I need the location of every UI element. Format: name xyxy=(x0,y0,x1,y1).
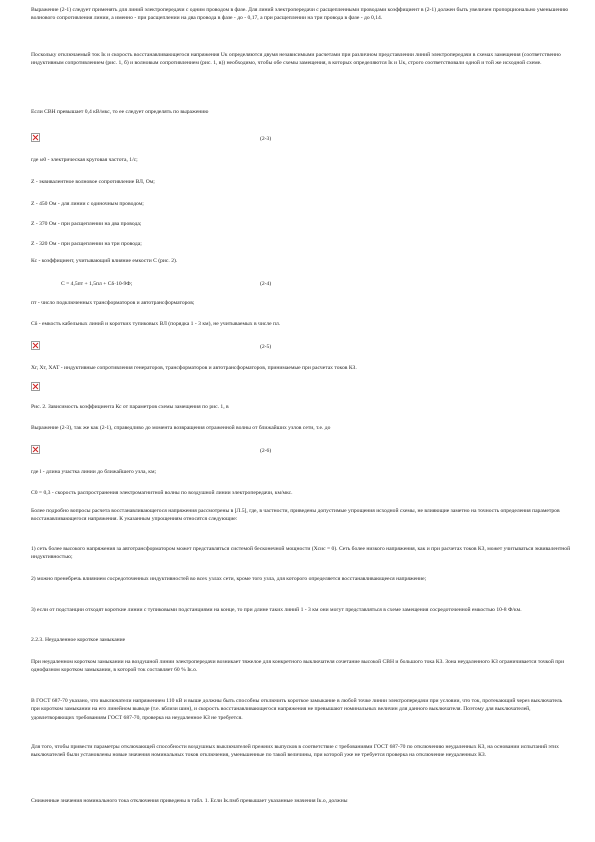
paragraph-24 xyxy=(31,743,571,760)
paragraph-text: Для того, чтобы привести параметры отключающей способности воздушных выключателей прежних выпусков в соответствие с требованиями ГОСТ 687-70 по отключению неудаленных КЗ, на основании испытаний этих выключателей были установлены новые значения номинальных токов отключения, уменьшенные по такой величины, при которой уже не требуется проверка на отключение неудаленных КЗ. xyxy=(31,744,559,759)
paragraph-20 xyxy=(31,606,571,614)
heading-text: 2.2.3. Неудаленное короткое замыкание xyxy=(31,637,126,643)
paragraph-9 xyxy=(31,257,571,265)
paragraph-text: где l - длина участка линии до ближайшего узла, км; xyxy=(31,469,157,475)
equation-2-5 xyxy=(31,341,571,353)
paragraph-text: Z - 450 Ом - для линии с одиночным проводом; xyxy=(31,201,144,207)
paragraph-4 xyxy=(31,156,571,164)
broken-image-icon[interactable] xyxy=(31,382,40,391)
paragraph-text: Хг, Хт, ХАТ - индуктивные сопротивления генераторов, трансформаторов и автотрансформаторов, принимаемые при расчетах токов КЗ. xyxy=(31,365,357,371)
equation-number: (2-5) xyxy=(260,344,272,350)
broken-image-icon[interactable] xyxy=(31,445,40,454)
equation-formula: С = 4,5пт + 1,5пл + Сδ·10-9Ф; xyxy=(61,281,133,287)
paragraph-text: 3) если от подстанции отходят короткие линии с тупиковыми подстанциями на конце, то при длине таких линий 1 - 3 км они могут представляться в схеме замещения сосредоточенной емкостью 10-8 Ф/км. xyxy=(31,607,522,613)
paragraph-6 xyxy=(31,200,571,208)
paragraph-18 xyxy=(31,545,571,562)
equation-2-3 xyxy=(31,133,571,145)
paragraph-1 xyxy=(31,6,571,23)
paragraph-8 xyxy=(31,240,571,248)
paragraph-text: Если СВН превышает 0,4 кВ/мкс, то ее следует определять по выражению xyxy=(31,109,209,115)
paragraph-2 xyxy=(31,51,571,68)
paragraph-text: Z - 370 Ом - при расщеплении на два провода; xyxy=(31,221,142,227)
paragraph-text: Z - эквивалентное волновое сопротивление ВЛ, Ом; xyxy=(31,179,155,185)
paragraph-10 xyxy=(31,299,571,307)
paragraph-text: Z - 320 Ом - при расщеплении на три провода; xyxy=(31,241,142,247)
section-heading xyxy=(31,636,571,644)
paragraph-7 xyxy=(31,220,571,228)
equation-2-4 xyxy=(31,278,571,290)
broken-image-icon[interactable] xyxy=(31,133,40,142)
paragraph-text: Выражение (2-1) следует применять для линий электропередачи с одним проводом в фазе. Для линий электропередачи с расщепленными проводами коэффициент в (2-1) должен быть увеличен пропорционально уменьшению волнового сопротивления линии, а именно - при расщеплении на два провода в фазе - до - 0,17, а при расщеплении на три провода в фазе - до 0,14. xyxy=(31,7,569,22)
paragraph-text: С0 = 0,3 - скорость распространения электромагнитной волны по воздушной линии электропередачи, км/мкс. xyxy=(31,490,293,496)
paragraph-text: При неудаленном коротком замыкании на воздушной линии электропередачи возникает тяжелое для конкретного выключателя сочетание высокой СВН и большого тока КЗ. Зона неудаленного КЗ ограничивается точкой при однофазном коротком замыкании, в которой ток составляет 60 % Iк.о. xyxy=(31,659,565,674)
caption-text: Рис. 2. Зависимость коэффициента Кс от параметров схемы замещения по рис. 1, в xyxy=(31,404,229,410)
paragraph-17 xyxy=(31,507,571,524)
paragraph-text: 1) сеть более высокого напряжения за автотрансформатором может представляться системой бесконечной мощности (Хсис = 0). Сеть более низкого напряжения, как и при расчетах токов КЗ, может учитываться эквивалентной индуктивностью; xyxy=(31,546,571,561)
paragraph-text: 2) можно пренебречь влиянием сосредоточенных индуктивностей во всех узлах сети, кроме того узла, для которого определяется восстанавливающееся напряжение; xyxy=(31,576,427,582)
equation-2-6 xyxy=(31,445,571,457)
paragraph-19 xyxy=(31,575,571,583)
equation-number: (2-4) xyxy=(260,281,272,287)
paragraph-23 xyxy=(31,697,571,722)
paragraph-14 xyxy=(31,424,571,432)
paragraph-3 xyxy=(31,108,571,116)
paragraph-25 xyxy=(31,797,571,805)
broken-image-icon[interactable] xyxy=(31,341,40,350)
paragraph-text: Кс - коэффициент, учитывающий влияние емкости С (рис. 2). xyxy=(31,258,178,264)
paragraph-text: Сниженные значения номинального тока отключения приведены в табл. 1. Если Iк.пмб превышает указанные значения Iк.о, должны xyxy=(31,798,348,804)
paragraph-22 xyxy=(31,658,571,675)
paragraph-12 xyxy=(31,364,571,372)
paragraph-text: Сδ - емкость кабельных линий и коротких тупиковых ВЛ (порядка 1 - 3 км), не учитываемых в числе пл. xyxy=(31,321,281,327)
paragraph-text: пт - число подключенных трансформаторов и автотрансформаторов; xyxy=(31,300,195,306)
paragraph-5 xyxy=(31,178,571,186)
equation-number: (2-3) xyxy=(260,136,272,142)
paragraph-text: Более подробно вопросы расчета восстанавливающегося напряжения рассмотрены в [Л.5], где, в частности, приведены допустимые упрощения исходной схемы, не влияющие заметно на точность определения параметров восстанавливающегося напряжения. К указанным упрощениям относятся следующие: xyxy=(31,508,560,523)
figure-2-image xyxy=(31,382,571,394)
paragraph-11 xyxy=(31,320,571,328)
paragraph-16 xyxy=(31,489,571,497)
paragraph-text: где ω0 - электрическая круговая частота, 1/с; xyxy=(31,157,138,163)
paragraph-text: В ГОСТ 687-70 указано, что выключатели напряжением 110 кВ и выше должны быть способны отключить короткое замыкание в любой точке линии электропередачи при условии, что ток, протекающий через выключатель при коротком замыкании на его линейном выводе (т.е. вблизи шин), и скорость восстанавливающегося напряжения не превышают номинальных величин для данного выключателя. Поэтому для выключателей, удовлетворяющих требованиям ГОСТ 687-70, проверка на неудаленное КЗ не требуется. xyxy=(31,698,563,721)
paragraph-text: Поскольку отключаемый ток Iк и скорость восстанавливающегося напряжения Uк определяются двумя независимыми расчетами при различном представлении линий электропередачи в схемах замещения (соответственно индуктивным сопротивлением (рис. 1, б) и волновым сопротивлением (рис. 1, в)) необходимо, чтобы обе схемы замещения, в которых определяются Iк и Uк, строго соответствовали одной и той же исходной схеме. xyxy=(31,52,561,67)
paragraph-15 xyxy=(31,468,571,476)
equation-number: (2-6) xyxy=(260,448,272,454)
paragraph-text: Выражение (2-3), так же как (2-1), справедливо до момента возвращения отраженной волны от ближайших узлов сети, т.е. до xyxy=(31,425,331,431)
figure-caption xyxy=(31,403,571,411)
